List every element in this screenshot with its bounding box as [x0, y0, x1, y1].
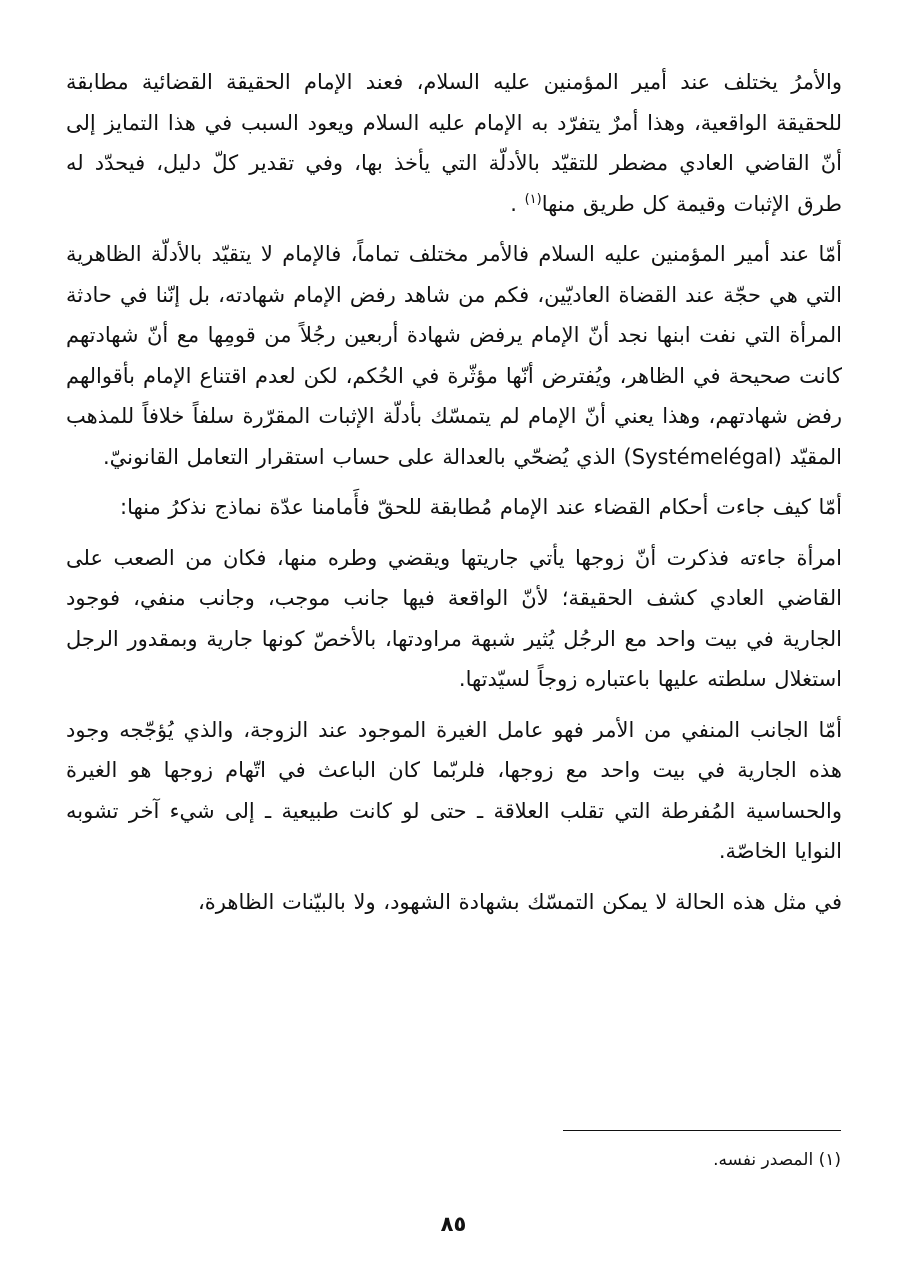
- paragraph-3: أمّا كيف جاءت أحكام القضاء عند الإمام مُطابقة للحقّ فأَمامنا عدّة نماذج نذكرُ منها:: [120, 495, 842, 519]
- paragraph-1-text: والأمرُ يختلف عند أمير المؤمنين عليه السلام، فعند الإمام الحقيقة القضائية مطابقة للحقيقة الواقعية، وهذا أمرٌ يتفرّد به الإمام عليه السلام ويعود السبب في هذا التمايز إلى أنّ القاضي العادي مضطر للتقيّد بالأدلّة التي يأخذ بها، وفي تقدير كلّ دليل، فيحدّد له طرق الإثبات وقيمة كل طريق منها: [66, 70, 842, 216]
- paragraph-2: أمّا عند أمير المؤمنين عليه السلام فالأمر مختلف تماماً، فالإمام لا يتقيّد بالأدلّة الظاهرية التي هي حجّة عند القضاة العاديّين، فكم من شاهد رفض الإمام شهادته، بل إنّنا في حادثة المرأة التي نفت ابنها نجد أنّ الإمام يرفض شهادة أربعين رجُلاً من قومِها مع أنّ شهادتهم كانت صحيحة في الظاهر، ويُفترض أنّها مؤثّرة في الحُكم، لكن لعدم اقتناع الإمام بأقوالهم رفض شهادتهم، وهذا يعني أنّ الإمام لم يتمسّك بأدلّة الإثبات المقرّرة سلفاً خلافاً للمذهب المقيّد (Systémelégal) الذي يُضحّي بالعدالة على حساب استقرار التعامل القانونيّ.: [66, 242, 842, 469]
- footnote-text: المصدر نفسه.: [713, 1150, 814, 1170]
- footnote-number: (١): [818, 1150, 841, 1170]
- page-body: [66, 62, 842, 1162]
- paragraph-6: في مثل هذه الحالة لا يمكن التمسّك بشهادة الشهود، ولا بالبيّنات الظاهرة،: [198, 889, 842, 914]
- paragraph-5: أمّا الجانب المنفي من الأمر فهو عامل الغيرة الموجود عند الزوجة، والذي يُؤجّجه وجود هذه الجارية في بيت واحد مع زوجها، فلربّما كان الباعث في اتّهام زوجها هو الغيرة والحساسية المُفرطة التي تقلب العلاقة ـ حتى لو كانت طبيعية ـ إلى شيء آخر تشوبه النوايا الخاصّة.: [66, 717, 842, 863]
- paragraph-1: [66, 62, 842, 224]
- paragraph-4: امرأة جاءته فذكرت أنّ زوجها يأتي جاريتها ويقضي وطره منها، فكان من الصعب على القاضي العادي كشف الحقيقة؛ لأنّ الواقعة فيها جانب موجب، وجانب منفي، فوجود الجارية في بيت واحد مع الرجُل يُثير شبهة مراودتها، بالأخصّ كونها جارية وبمقدور الرجل استغلال سلطته عليها باعتباره زوجاً لسيّدتها.: [66, 545, 842, 691]
- page-number: ٨٥: [440, 1212, 467, 1236]
- footnote-reference: (١): [524, 191, 542, 207]
- footnote-divider: [563, 1130, 841, 1131]
- footnote: [713, 1146, 841, 1174]
- paragraph-1-end: .: [510, 191, 517, 216]
